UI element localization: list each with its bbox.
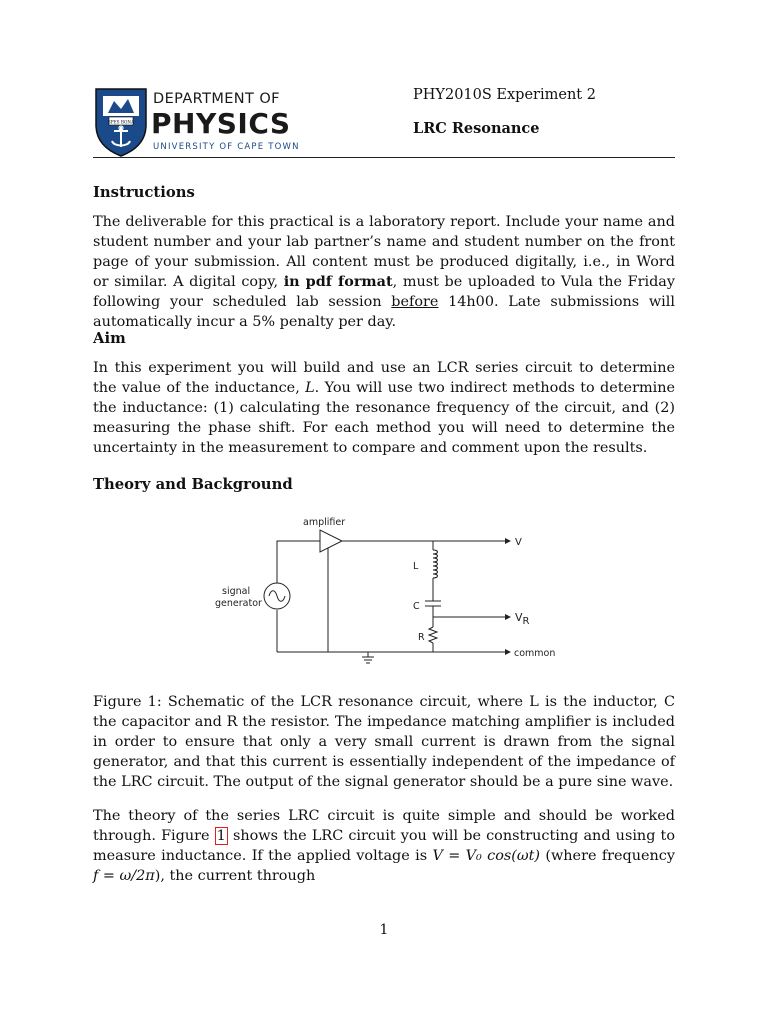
page-number: 1 bbox=[379, 922, 389, 938]
instructions-text-3: 14h00. Late submissions will automatically incur a 5% penalty per day. bbox=[93, 294, 675, 330]
aim-heading: Aim bbox=[93, 330, 126, 347]
lcr-circuit-diagram bbox=[200, 510, 570, 670]
header-divider bbox=[93, 157, 675, 158]
inductance-symbol: L bbox=[305, 380, 315, 396]
theory-line-2-prefix: Figure bbox=[161, 828, 215, 844]
figure-caption-text: Figure 1: Schematic of the LCR resonance circuit, where L is the inductor, C the capacitor and R the resistor. The impedance matching amplifier is included in order to ensure that only a very small current is drawn from the signal generator, and that this current is essentially independent of the impedance of the LRC circuit. The output of the signal generator should be a pure sine wave. bbox=[93, 694, 675, 790]
label-r: R bbox=[418, 632, 425, 643]
instructions-heading: Instructions bbox=[93, 184, 195, 201]
theory-paragraph bbox=[93, 806, 675, 886]
before-underlined: before bbox=[391, 294, 439, 310]
logo-department-text: DEPARTMENT OF bbox=[153, 91, 280, 107]
figure-caption bbox=[93, 692, 675, 792]
arrow-v bbox=[505, 538, 511, 544]
resistor-symbol bbox=[429, 627, 437, 643]
uct-crest-icon bbox=[94, 87, 148, 157]
instructions-paragraph bbox=[93, 212, 675, 332]
arrow-common bbox=[505, 649, 511, 655]
inductor-symbol bbox=[433, 550, 438, 578]
pdf-format-emphasis: in pdf format bbox=[283, 273, 393, 290]
theory-line-3-start: If the applied voltage is bbox=[251, 848, 433, 864]
department-logo bbox=[94, 87, 300, 157]
frequency-equation: f = ω/2π bbox=[93, 868, 155, 884]
logo-physics-text: PHYSICS bbox=[151, 107, 291, 140]
theory-line-3-mid: (where frequency bbox=[540, 848, 675, 864]
label-amplifier: amplifier bbox=[303, 517, 346, 528]
aim-paragraph bbox=[93, 358, 675, 458]
theory-line-3-end: ), the current through bbox=[154, 868, 316, 884]
label-common: common bbox=[514, 648, 556, 659]
voltage-equation: V = V₀ cos(ωt) bbox=[432, 848, 540, 864]
label-c: C bbox=[413, 601, 420, 612]
instructions-text: The deliverable for this practical is a laboratory report. Include your name and student number and your lab partner’s name and student number on the front page of your submission. All content must be produced digitally, i.e., in Word or similar. A digital copy, bbox=[93, 214, 675, 290]
aim-text: In this experiment you will build and use an LCR series circuit to determine the value of the inductance, bbox=[93, 360, 675, 396]
course-code: PHY2010S Experiment 2 bbox=[413, 87, 596, 103]
label-l: L bbox=[413, 561, 419, 572]
label-generator: generator bbox=[215, 598, 262, 609]
label-vr bbox=[515, 611, 530, 627]
theory-line-2: shows the LRC circuit you will be constructing and using to measure inductance. bbox=[93, 828, 675, 864]
figure-reference-link[interactable]: 1 bbox=[216, 828, 226, 844]
amplifier-symbol bbox=[320, 530, 342, 552]
logo-university-text: UNIVERSITY OF CAPE TOWN bbox=[153, 142, 300, 152]
theory-line-1: The theory of the series LRC circuit is quite simple and should be worked through. bbox=[93, 808, 675, 844]
aim-text-2: . You will use two indirect methods to determine the inductance: (1) calculating the resonance frequency of the circuit, and (2) measuring the phase shift. For each method you will need to determine the uncertainty in the measurement to compare and comment upon the results. bbox=[93, 380, 675, 456]
label-signal: signal bbox=[222, 586, 251, 597]
arrow-vr bbox=[505, 614, 511, 620]
theory-heading: Theory and Background bbox=[93, 476, 293, 493]
label-v: V bbox=[515, 537, 522, 548]
crest-motto: SPES BONA bbox=[107, 119, 135, 125]
label-vr-main: V bbox=[515, 611, 523, 624]
label-vr-sub: R bbox=[522, 616, 530, 627]
experiment-title: LRC Resonance bbox=[413, 120, 540, 137]
instructions-text-2: , must be uploaded to Vula the Friday following your scheduled lab session bbox=[93, 274, 676, 310]
